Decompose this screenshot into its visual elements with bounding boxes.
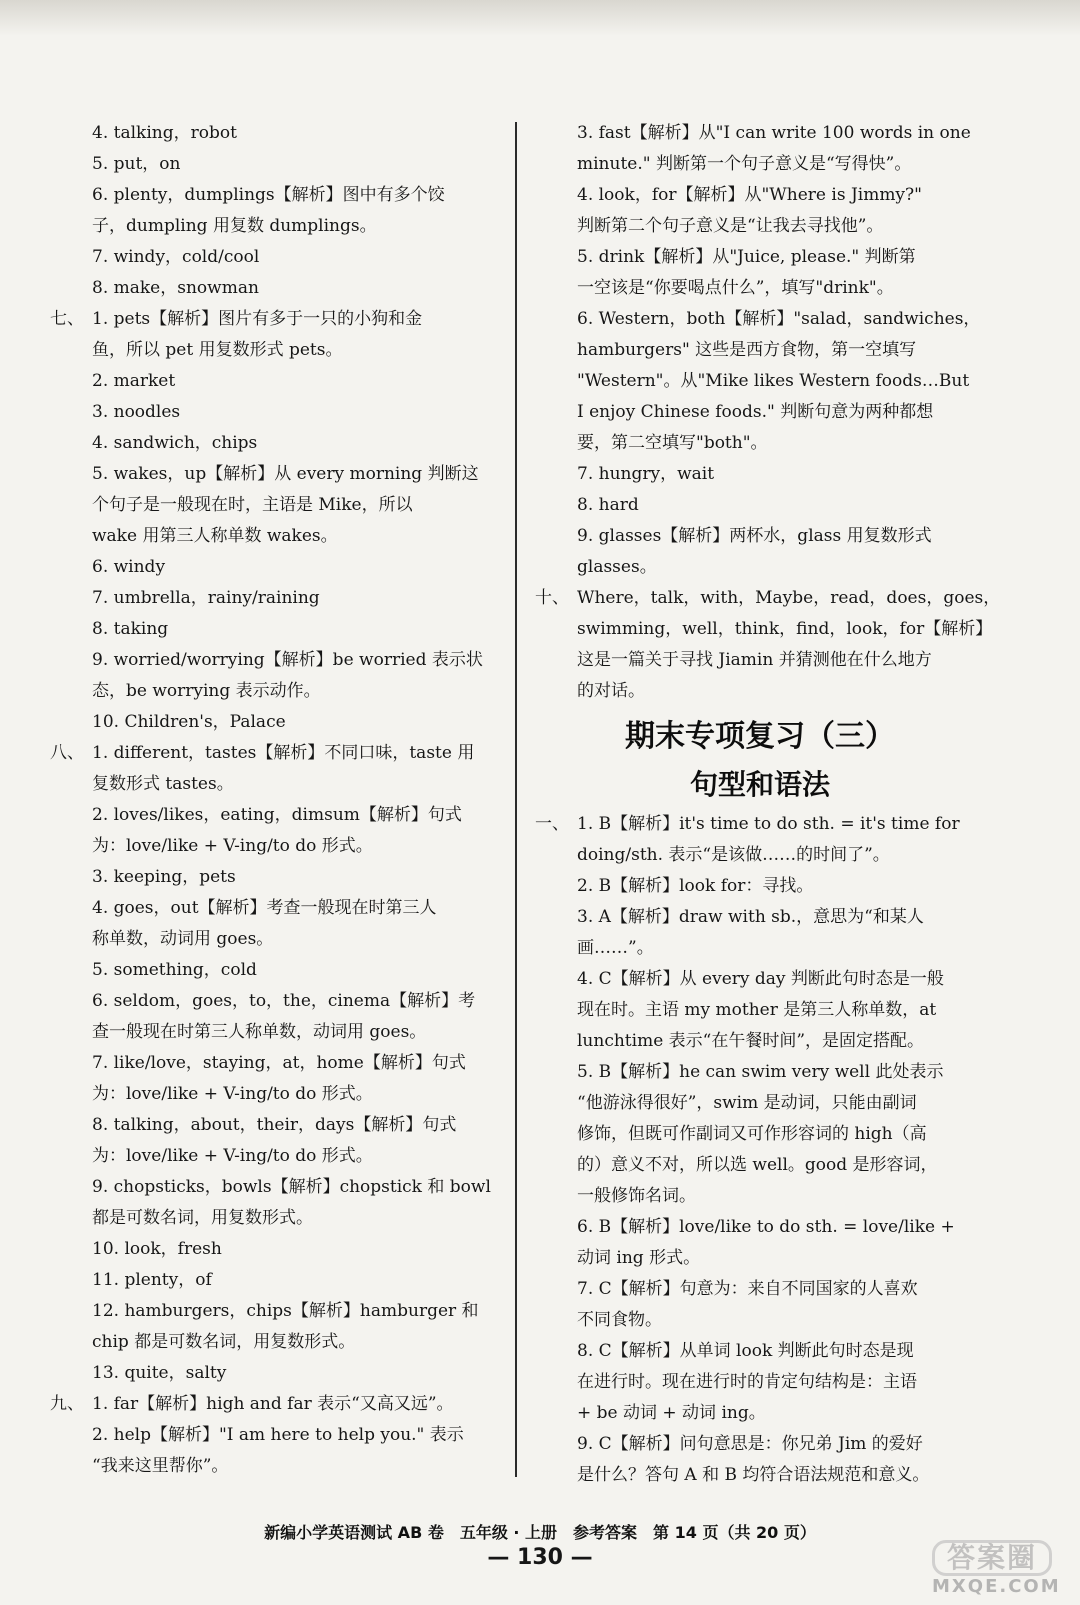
answer-text: 6. seldom，goes，to，the，cinema【解析】考 [92, 991, 476, 1011]
answer-text: 6. plenty，dumplings【解析】图中有多个饺 [92, 185, 445, 205]
answer-text: 3. keeping，pets [92, 867, 236, 887]
answer-line-continued [535, 1460, 985, 1491]
answer-text: 为：love/like + V-ing/to do 形式。 [92, 1146, 373, 1166]
answer-text: wake 用第三人称单数 wakes。 [92, 526, 338, 546]
answer-text: 4. sandwich，chips [92, 433, 258, 453]
answer-line [50, 180, 500, 211]
answer-line [535, 1057, 985, 1088]
answer-text: + be 动词 + 动词 ing。 [577, 1403, 766, 1423]
answer-line-continued [535, 1119, 985, 1150]
answer-line-continued [535, 552, 985, 583]
answer-text: 9. worried/worrying【解析】be worried 表示状 [92, 650, 483, 670]
answer-text: 动词 ing 形式。 [577, 1248, 701, 1268]
answer-line [535, 1212, 985, 1243]
answer-line [50, 397, 500, 428]
answer-line [535, 180, 985, 211]
answer-text: 个句子是一般现在时，主语是 Mike，所以 [92, 495, 413, 515]
answer-text: 8. talking，about，their，days【解析】句式 [92, 1115, 457, 1135]
section-marker: 七、 [50, 309, 84, 329]
answer-text: 不同食物。 [577, 1310, 662, 1330]
answer-text: 9. C【解析】问句意思是：你兄弟 Jim 的爱好 [577, 1434, 923, 1454]
answer-text: 复数形式 tastes。 [92, 774, 234, 794]
answer-line-continued [535, 366, 985, 397]
answer-text: 8. C【解析】从单词 look 判断此句时态是现 [577, 1341, 914, 1361]
answer-text: minute." 判断第一个句子意义是“写得快”。 [577, 154, 912, 174]
answer-text: 一空该是“你要喝点什么”，填写"drink"。 [577, 278, 894, 298]
answer-text: 4. goes，out【解析】考查一般现在时第三人 [92, 898, 437, 918]
section-answer-line [535, 809, 985, 840]
answer-line-continued [535, 1026, 985, 1057]
answer-text: “他游泳得很好”，swim 是动词，只能由副词 [577, 1093, 917, 1113]
answer-text: 在进行时。现在进行时的肯定句结构是：主语 [577, 1372, 917, 1392]
answer-text: 1. far【解析】high and far 表示“又高又远”。 [92, 1394, 454, 1414]
answer-text: "Western"。从"Mike likes Western foods…But [577, 371, 970, 391]
answer-line-continued [535, 1088, 985, 1119]
answer-line-continued [535, 149, 985, 180]
answer-line [50, 986, 500, 1017]
answer-text: glasses。 [577, 557, 657, 577]
answer-text: 8. make，snowman [92, 278, 259, 298]
answer-text: 7. windy，cold/cool [92, 247, 260, 267]
answer-line [535, 1429, 985, 1460]
answer-line [535, 304, 985, 335]
section-marker: 十、 [535, 588, 569, 608]
answer-text: lunchtime 表示“在午餐时间”，是固定搭配。 [577, 1031, 925, 1051]
section-heading: 期末专项复习（三） [625, 719, 895, 754]
answer-line [535, 1336, 985, 1367]
section-answer-line [535, 583, 1001, 614]
answer-text: 11. plenty，of [92, 1270, 212, 1290]
answer-text: 3. fast【解析】从"I can write 100 words in one [577, 123, 971, 143]
answer-line-continued [50, 1141, 500, 1172]
answer-text: 2. B【解析】look for：寻找。 [577, 876, 814, 896]
answer-text: 现在时。主语 my mother 是第三人称单数，at [577, 1000, 937, 1020]
answer-line-continued [535, 1150, 985, 1181]
answer-text: 10. look，fresh [92, 1239, 222, 1259]
answer-line-continued [535, 1305, 985, 1336]
answer-text: 8. hard [577, 495, 639, 515]
right-column [535, 118, 1001, 1491]
answer-line [535, 521, 985, 552]
answer-text: 查一般现在时第三人称单数，动词用 goes。 [92, 1022, 427, 1042]
section-answer-line [50, 304, 500, 335]
answer-line [50, 645, 500, 676]
answer-text: 9. chopsticks，bowls【解析】chopstick 和 bowl [92, 1177, 491, 1197]
answer-text: 称单数，动词用 goes。 [92, 929, 274, 949]
answer-line [50, 118, 500, 149]
watermark-logo [932, 1540, 1061, 1597]
answer-line-continued [535, 1181, 985, 1212]
answer-line-continued [50, 1017, 500, 1048]
answer-text: 4. look，for【解析】从"Where is Jimmy?" [577, 185, 922, 205]
answer-line [535, 242, 985, 273]
section-marker: 八、 [50, 743, 84, 763]
section-marker: 一、 [535, 814, 569, 834]
answer-line-continued [50, 1079, 500, 1110]
answer-line-continued [535, 1398, 985, 1429]
answer-text: doing/sth. 表示“是该做……的时间了”。 [577, 845, 890, 865]
answer-text: 修饰，但既可作副词又可作形容词的 high（高 [577, 1124, 927, 1144]
answer-line [50, 428, 500, 459]
answer-line-continued [50, 676, 500, 707]
answer-text: 13. quite，salty [92, 1363, 227, 1383]
answer-line [50, 552, 500, 583]
answer-line-continued [535, 995, 985, 1026]
right-bottom-answers [535, 809, 985, 1491]
answer-line-continued [50, 924, 500, 955]
answer-line [535, 118, 985, 149]
answer-text: 6. windy [92, 557, 166, 577]
answer-line-continued [535, 397, 985, 428]
answer-line-continued [535, 428, 985, 459]
answer-text: 子，dumpling 用复数 dumplings。 [92, 216, 377, 236]
answer-text: 7. umbrella，rainy/raining [92, 588, 320, 608]
answer-line [50, 1172, 500, 1203]
left-column [50, 118, 500, 1482]
answer-text: 5. B【解析】he can swim very well 此处表示 [577, 1062, 944, 1082]
answer-line [50, 583, 500, 614]
answer-line [50, 149, 500, 180]
answer-line [50, 1234, 500, 1265]
answer-text: “我来这里帮你”。 [92, 1456, 229, 1476]
answer-line-continued [535, 335, 985, 366]
answer-line [50, 614, 500, 645]
answer-text: 鱼，所以 pet 用复数形式 pets。 [92, 340, 343, 360]
answer-line [50, 242, 500, 273]
answer-text: 4. talking，robot [92, 123, 237, 143]
answer-line [535, 1274, 985, 1305]
answer-line-continued [535, 645, 985, 676]
answer-text: 这是一篇关于寻找 Jiamin 并猜测他在什么地方 [577, 650, 932, 670]
answer-line [50, 459, 500, 490]
answer-line [50, 273, 500, 304]
answer-line [50, 1265, 500, 1296]
answer-line [50, 1110, 500, 1141]
answer-line [535, 490, 985, 521]
answer-line-continued [50, 335, 500, 366]
answer-text: 5. put，on [92, 154, 181, 174]
answer-text: 2. market [92, 371, 176, 391]
answer-line [50, 800, 500, 831]
answer-text: chip 都是可数名词，用复数形式。 [92, 1332, 356, 1352]
section-answer-line [50, 738, 500, 769]
answer-text: 6. B【解析】love/like to do sth. = love/like + [577, 1217, 955, 1237]
answer-line-continued [535, 1243, 985, 1274]
answer-text: 为：love/like + V-ing/to do 形式。 [92, 1084, 373, 1104]
section-marker: 九、 [50, 1394, 84, 1414]
answer-text: 的对话。 [577, 681, 645, 701]
answer-line-continued [50, 1327, 500, 1358]
answer-text: 的）意义不对，所以选 well。good 是形容词， [577, 1155, 938, 1175]
answer-text: I enjoy Chinese foods." 判断句意为两种都想 [577, 402, 934, 422]
answer-line-continued [535, 840, 985, 871]
answer-line-continued [535, 211, 985, 242]
answer-text: 是什么？答句 A 和 B 均符合语法规范和意义。 [577, 1465, 930, 1485]
answer-line-continued [50, 1451, 500, 1482]
answer-line [50, 1358, 500, 1389]
section-answer-line [50, 1389, 500, 1420]
answer-text: 12. hamburgers，chips【解析】hamburger 和 [92, 1301, 479, 1321]
answer-line [50, 862, 500, 893]
answer-text: 7. C【解析】句意为：来自不同国家的人喜欢 [577, 1279, 918, 1299]
answer-text: 9. glasses【解析】两杯水，glass 用复数形式 [577, 526, 932, 546]
answer-text: 8. taking [92, 619, 169, 639]
answer-line [535, 871, 985, 902]
scan-top-edge [0, 0, 1080, 36]
answer-line-continued [50, 831, 500, 862]
answer-text: 一般修饰名词。 [577, 1186, 696, 1206]
answer-text: 1. different，tastes【解析】不同口味，taste 用 [92, 743, 475, 763]
watermark-logo-text: 答案圈 [932, 1540, 1052, 1576]
answer-text: 5. wakes，up【解析】从 every morning 判断这 [92, 464, 479, 484]
answer-text: 为：love/like + V-ing/to do 形式。 [92, 836, 373, 856]
right-top-answers [535, 118, 1001, 707]
answer-line-continued [535, 676, 985, 707]
answer-line [50, 1048, 500, 1079]
watermark-url: MXQE.COM [932, 1576, 1061, 1597]
answer-text: 5. drink【解析】从"Juice, please." 判断第 [577, 247, 916, 267]
answer-line [535, 902, 985, 933]
answer-text: 判断第二个句子意义是“让我去寻找他”。 [577, 216, 884, 236]
answer-line [50, 1296, 500, 1327]
answer-line-continued [535, 933, 985, 964]
answer-text: 画……”。 [577, 938, 654, 958]
section-subheading: 句型和语法 [689, 768, 830, 801]
answer-text: 1. B【解析】it's time to do sth. = it's time for [577, 814, 960, 834]
answer-text: hamburgers" 这些是西方食物，第一空填写 [577, 340, 917, 360]
answer-line-continued [535, 273, 985, 304]
answer-line [50, 707, 500, 738]
answer-text: 10. Children's，Palace [92, 712, 286, 732]
answer-text: 6. Western，both【解析】"salad，sandwiches， [577, 309, 981, 329]
answer-line-continued [50, 490, 500, 521]
answer-text: 4. C【解析】从 every day 判断此句时态是一般 [577, 969, 944, 989]
answer-text: 1. pets【解析】图片有多于一只的小狗和金 [92, 309, 423, 329]
answer-line [50, 893, 500, 924]
answer-text: 7. hungry，wait [577, 464, 715, 484]
answer-line [50, 1420, 500, 1451]
answer-text: swimming，well，think，find，look，for【解析】 [577, 619, 993, 639]
answer-line-continued [50, 769, 500, 800]
answer-line-continued [50, 211, 500, 242]
answer-text: 要，第二空填写"both"。 [577, 433, 768, 453]
page-footer: 新编小学英语测试 AB 卷 五年级 · 上册 参考答案 第 14 页（共 20 页） [264, 1523, 816, 1542]
answer-line-continued [50, 521, 500, 552]
column-divider [515, 122, 517, 1477]
answer-line-continued [535, 1367, 985, 1398]
answer-line [50, 955, 500, 986]
answer-line [535, 964, 985, 995]
answer-line-continued [535, 614, 993, 645]
page-number: — 130 — [487, 1545, 593, 1570]
answer-text: Where，talk，with，Maybe，read，does，goes， [577, 588, 1001, 608]
answer-text: 3. noodles [92, 402, 181, 422]
answer-line-continued [50, 1203, 500, 1234]
answer-text: 2. loves/likes，eating，dimsum【解析】句式 [92, 805, 462, 825]
answer-text: 7. like/love，staying，at，home【解析】句式 [92, 1053, 466, 1073]
answer-text: 3. A【解析】draw with sb.，意思为“和某人 [577, 907, 924, 927]
answer-line [535, 459, 985, 490]
answer-line [50, 366, 500, 397]
answer-text: 2. help【解析】"I am here to help you." 表示 [92, 1425, 464, 1445]
answer-text: 态，be worrying 表示动作。 [92, 681, 321, 701]
answer-text: 5. something，cold [92, 960, 257, 980]
answer-text: 都是可数名词，用复数形式。 [92, 1208, 313, 1228]
